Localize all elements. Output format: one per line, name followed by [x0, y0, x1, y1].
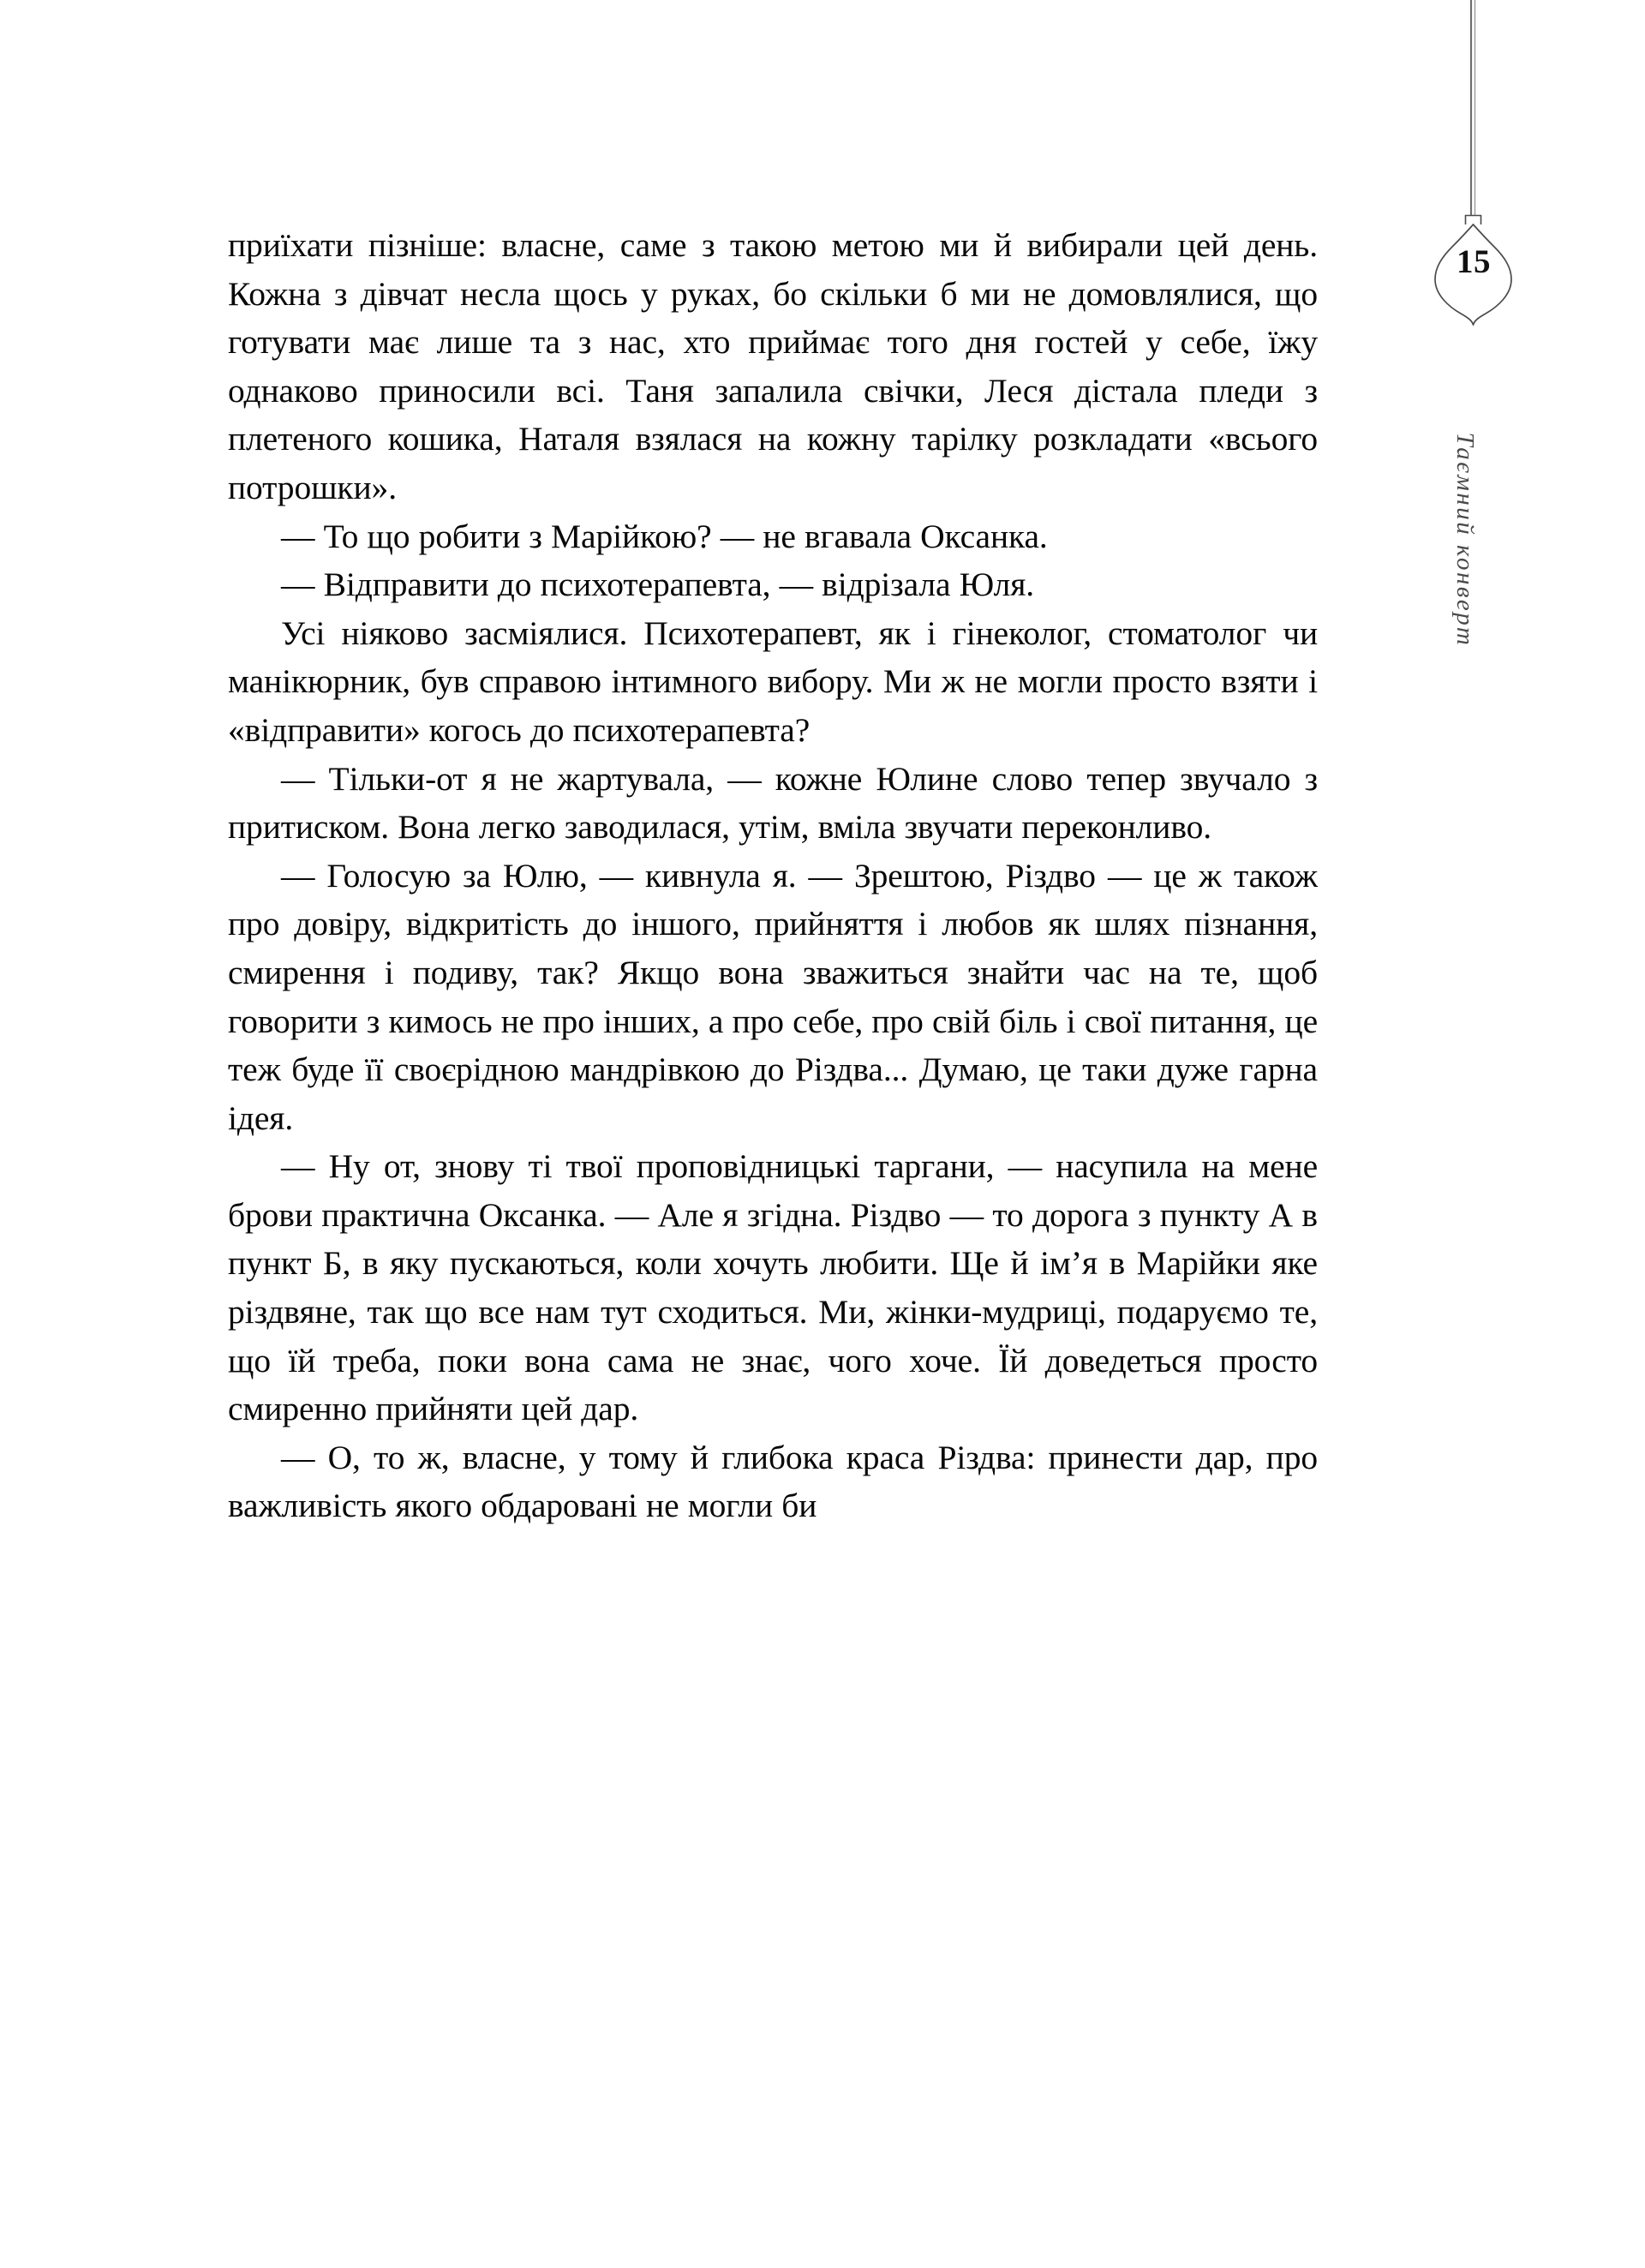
paragraph: — Голосую за Юлю, — кивнула я. — Зрештою, Різдво — це ж також про довіру, відкритість до іншого, прийняття і любов як шлях пізнання, смирення і подиву, так? Якщо вона зважиться знайти час на те, щоб говорити з кимось не про інших, а про себе, про свій біль і свої питання, це теж буде її своєрідною мандрівкою до Різдва... Думаю, це таки дуже гарна ідея.: [228, 856, 1318, 1137]
paragraph: приїхати пізніше: власне, саме з такою метою ми й вибирали цей день. Кожна з дівчат несла щось у руках, бо скільки б ми не домовлялися, що готувати має лише та з нас, хто приймає того дня гостей у себе, їжу однаково приносили всі. Таня запалила свічки, Леся дістала пледи з плетеного кошика, Наталя взялася на кожну тарілку розкладати «всього потрошки».: [228, 226, 1318, 506]
paragraph: Усі ніяково засміялися. Психотерапевт, як і гінеколог, стоматолог чи манікюрник, був справою інтимного вибору. Ми ж не могли просто взяти і «відправити» когось до психотерапевта?: [228, 613, 1318, 749]
paragraph: — Тільки-от я не жартувала, — кожне Юлине слово тепер звучало з притиском. Вона легко заводилася, утім, вміла звучати переконливо.: [228, 759, 1318, 847]
paragraph: — То що робити з Марійкою? — не вгавала Оксанка.: [281, 517, 1048, 555]
paragraph: — Ну от, знову ті твої проповідницькі таргани, — насупила на мене брови практична Оксанка. — Але я згідна. Різдво — то дорога з пункту А в пункт Б, в яку пускаються, коли хочуть любити. Ще й ім’я в Марійки яке різдвяне, так що все нам тут сходиться. Ми, жінки-мудриці, подаруємо те, що їй треба, поки вона сама не знає, чого хоче. Їй доведеться просто смиренно прийняти цей дар.: [228, 1147, 1318, 1428]
paragraph: — Відправити до психотерапевта, — відрізала Юля.: [281, 566, 1035, 604]
page-number: 15: [1457, 243, 1491, 280]
page-number-ornament: [1422, 0, 1525, 326]
running-head-label: Таємний конверт: [1451, 432, 1479, 648]
paragraph: — О, то ж, власне, у тому й глибока краса Різдва: принести дар, про важливість якого обдаровані не могли би: [228, 1438, 1318, 1525]
running-head: [1419, 377, 1539, 737]
body-text-block: [228, 221, 1318, 1530]
